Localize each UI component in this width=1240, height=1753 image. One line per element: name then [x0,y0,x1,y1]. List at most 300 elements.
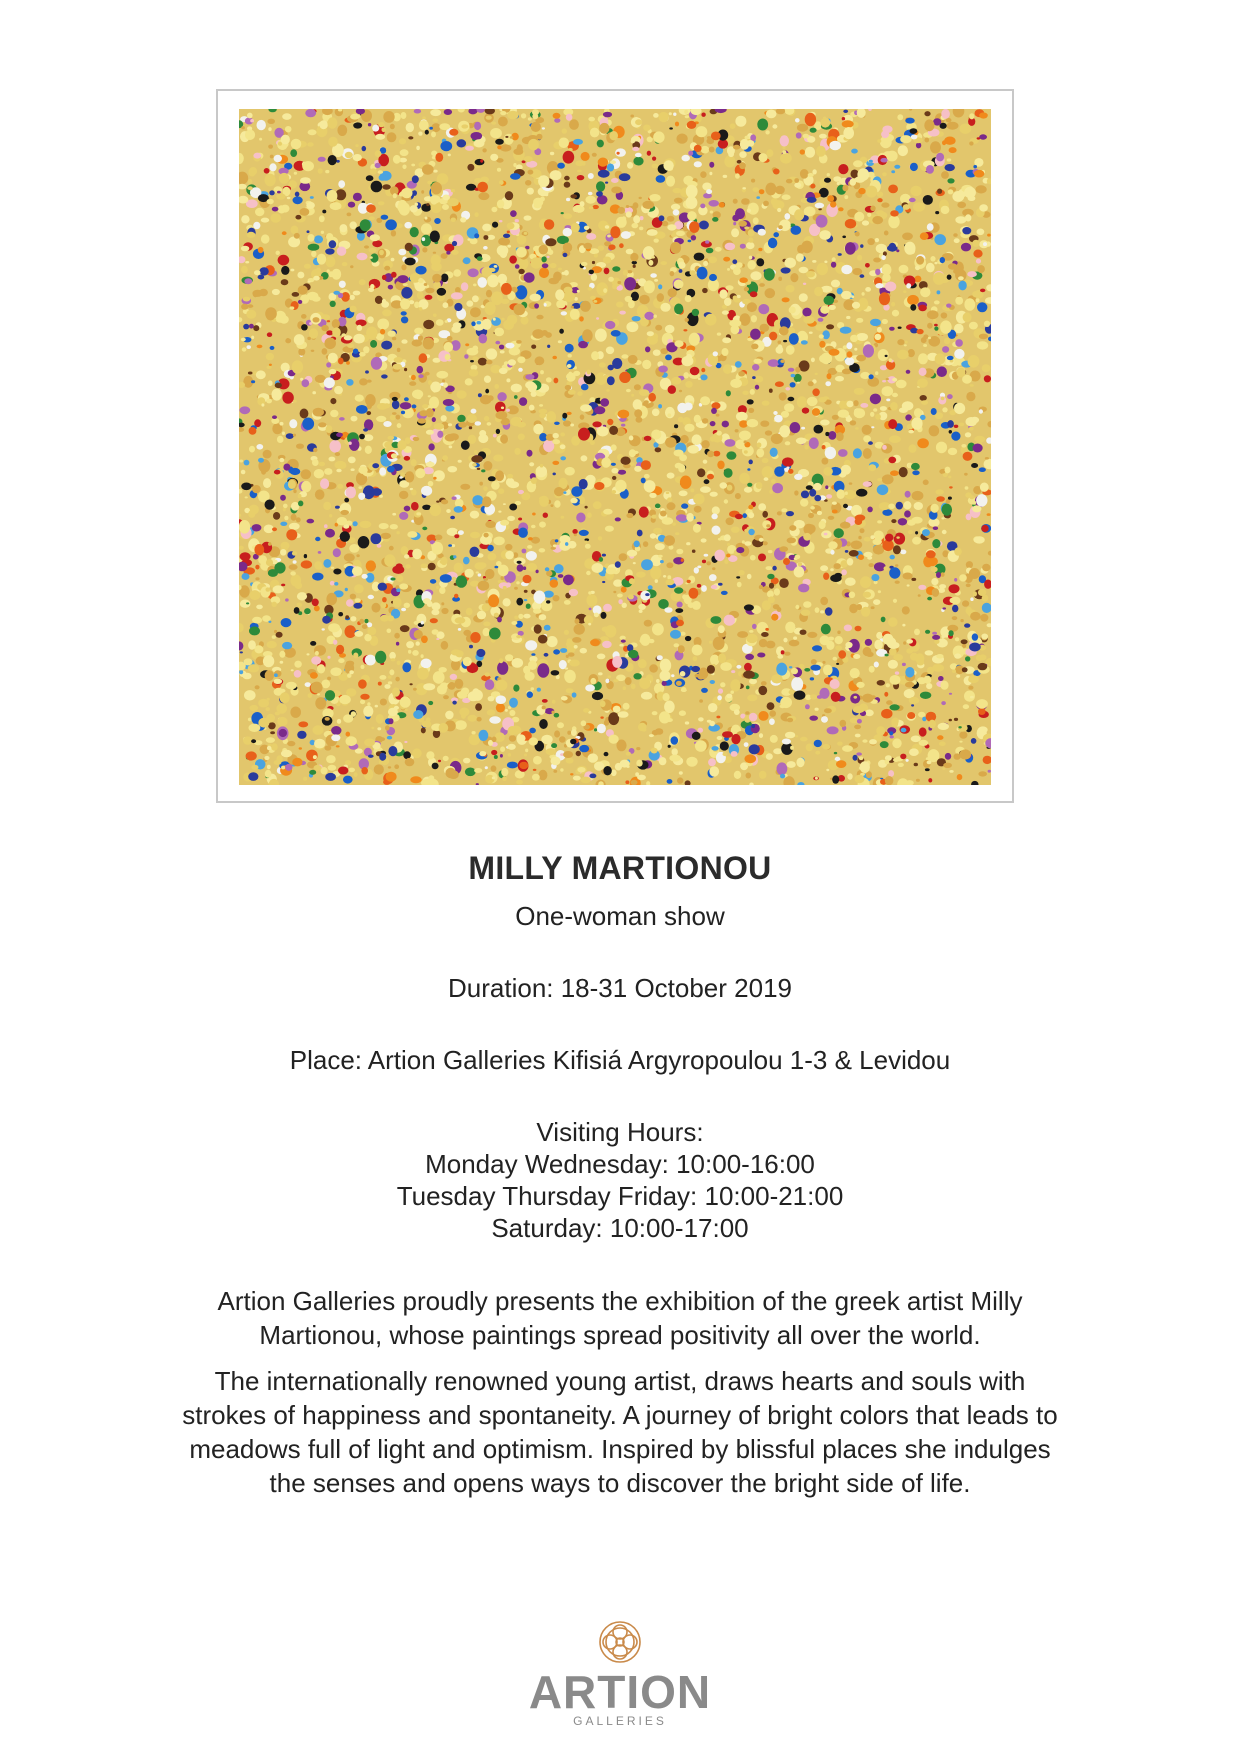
paint-speck [608,675,612,678]
paint-speck [517,235,527,245]
paint-speck [778,277,782,281]
paint-speck [838,164,848,174]
paint-speck [906,639,913,644]
paint-speck [508,731,513,734]
paint-speck [491,317,501,326]
paint-speck [679,390,682,392]
paint-speck [840,560,847,568]
paint-speck [875,414,881,420]
paint-speck [590,296,596,300]
paint-speck [239,423,245,428]
paint-speck [389,718,394,724]
paint-speck [709,147,715,153]
paint-speck [901,728,907,733]
paint-speck [491,481,500,490]
paint-speck [275,712,280,716]
paint-speck [322,348,328,355]
paint-speck [633,215,640,223]
paint-speck [952,605,958,613]
paint-speck [276,251,280,255]
paint-speck [765,130,769,134]
paint-speck [579,316,584,321]
paint-speck [577,767,585,772]
paint-speck [703,193,712,198]
paint-speck [934,324,938,327]
paint-speck [945,164,955,171]
paint-speck [497,200,504,209]
paint-speck [561,696,568,701]
paint-speck [280,661,284,664]
paint-speck [942,407,947,412]
paint-speck [746,686,750,690]
paint-speck [487,422,492,426]
paint-speck [489,716,501,723]
paint-speck [966,561,973,568]
paint-speck [358,493,365,500]
paint-speck [475,159,485,165]
paint-speck [434,423,444,430]
paint-speck [712,526,721,535]
paint-speck [968,675,979,683]
paint-speck [312,459,319,466]
paint-speck [949,147,957,153]
paint-speck [954,349,964,359]
paint-speck [981,634,988,640]
paint-speck [471,321,475,326]
paint-speck [282,231,287,235]
paint-speck [345,615,349,619]
paint-speck [978,708,986,715]
paint-speck [931,408,937,415]
paint-speck [423,320,434,329]
paint-speck [565,385,572,390]
paint-speck [404,506,411,512]
paint-speck [987,623,991,627]
paint-speck [279,315,289,323]
paint-speck [795,118,800,122]
paint-speck [530,257,542,268]
paint-speck [505,191,513,200]
paint-speck [892,393,898,397]
paint-speck [871,574,879,581]
paint-speck [370,256,373,259]
paint-speck [592,692,603,700]
paint-speck [393,364,402,370]
paint-speck [748,529,754,535]
paint-speck [640,634,650,646]
paint-speck [338,658,344,663]
paint-speck [277,717,287,726]
paint-speck [471,455,483,463]
paint-speck [621,457,631,465]
paint-speck [918,594,921,597]
paint-speck [274,562,285,573]
paint-speck [563,491,566,494]
paint-speck [652,711,658,715]
paint-speck [725,285,733,290]
paint-speck [271,743,277,750]
paint-speck [602,641,612,648]
paint-speck [794,691,806,700]
paint-speck [674,424,678,428]
paint-speck [564,600,571,605]
paint-speck [851,541,863,550]
paint-speck [261,469,266,475]
paint-speck [293,560,297,563]
paint-speck [925,768,930,771]
paint-speck [841,291,852,299]
paint-speck [381,374,388,378]
paint-speck [417,667,429,679]
paint-speck [330,410,338,417]
paint-speck [925,138,930,143]
paint-speck [710,421,716,426]
paint-speck [516,145,523,153]
paint-speck [923,344,927,347]
paint-speck [441,274,448,283]
paint-speck [776,663,787,676]
paint-speck [949,430,952,434]
paint-speck [263,478,271,488]
paint-speck [888,185,898,194]
paint-speck [643,125,650,131]
paint-speck [474,122,481,130]
paint-speck [412,549,422,560]
paint-speck [576,751,581,756]
paint-speck [826,769,829,771]
paint-speck [781,411,789,418]
paint-speck [470,238,478,245]
paint-speck [924,676,932,684]
paint-speck [681,687,686,692]
paint-speck [667,413,671,417]
paint-speck [644,400,649,404]
paint-speck [505,343,514,349]
paint-speck [700,486,711,493]
paint-speck [493,455,503,462]
paint-speck [451,189,455,192]
paint-speck [832,502,837,505]
paint-speck [689,588,699,599]
paint-speck [937,366,947,377]
paint-speck [801,241,813,254]
paint-speck [491,122,496,125]
paint-speck [609,426,618,435]
paint-speck [607,235,611,238]
paint-speck [932,632,937,635]
paint-speck [786,345,795,355]
paint-speck [490,128,502,138]
paint-speck [855,518,863,525]
paint-speck [246,602,249,604]
paint-speck [517,573,520,576]
paint-speck [812,260,816,263]
paint-speck [740,244,746,249]
paint-speck [918,305,927,312]
paint-speck [325,256,335,267]
paint-speck [500,520,509,526]
paint-speck [241,246,249,252]
paint-speck [318,168,323,174]
paint-speck [258,718,269,728]
paint-speck [346,599,354,606]
paint-speck [814,740,822,747]
paint-speck [374,764,384,774]
paint-speck [251,380,255,383]
paint-speck [432,629,439,635]
paint-speck [815,708,819,711]
paint-speck [780,774,785,779]
paint-speck [877,192,883,198]
paint-speck [273,560,278,564]
paint-speck [660,511,667,517]
paint-speck [286,338,289,342]
paint-speck [843,127,854,139]
paint-speck [442,379,445,382]
paint-speck [453,269,461,276]
paint-speck [241,470,246,475]
paint-speck [298,501,303,507]
paint-speck [896,536,899,538]
paint-speck [824,178,831,183]
paint-speck [941,206,950,214]
paint-speck [658,366,668,373]
paint-speck [485,109,495,114]
paint-speck [348,202,355,208]
paint-speck [437,431,443,438]
paint-speck [875,269,880,275]
paint-speck [255,685,260,689]
paint-speck [706,248,714,254]
paint-speck [281,205,290,213]
paint-speck [480,395,491,405]
paint-speck [949,630,954,636]
paint-speck [404,456,410,461]
paint-speck [865,263,870,268]
paint-speck [961,243,971,252]
paint-speck [497,392,506,401]
paint-speck [882,126,892,133]
paint-speck [711,132,721,141]
paint-speck [414,302,419,309]
paint-speck [350,306,357,313]
paint-speck [452,701,456,705]
paint-speck [634,409,642,418]
paint-speck [379,675,386,680]
paint-speck [366,560,376,571]
paint-speck [248,510,255,518]
paint-speck [720,682,725,687]
paint-speck [613,591,616,593]
paint-speck [618,410,630,419]
paint-speck [558,340,562,343]
paint-speck [441,557,448,565]
paint-speck [707,451,714,458]
paint-speck [690,367,700,376]
paint-speck [822,445,826,449]
paint-speck [631,394,634,397]
paint-speck [873,408,877,412]
paint-speck [241,483,251,491]
paint-speck [613,579,622,586]
paint-speck [507,516,515,521]
paint-speck [367,403,372,410]
paint-speck [431,131,436,137]
paint-speck [644,436,652,441]
paint-speck [533,769,537,771]
paint-speck [621,640,626,643]
paint-speck [820,565,828,571]
paint-speck [353,122,362,128]
paint-speck [324,338,336,350]
paint-speck [359,434,365,440]
paint-speck [392,400,400,409]
paint-speck [285,764,292,771]
paint-speck [951,432,960,441]
paint-speck [421,223,432,234]
paint-speck [478,358,487,366]
paint-speck [987,234,991,237]
paint-speck [712,506,720,514]
paint-speck [505,709,508,712]
paint-speck [836,760,846,768]
paint-speck [444,342,453,352]
paint-speck [272,389,282,401]
paint-speck [621,424,625,427]
paint-speck [663,160,673,171]
paint-speck [580,201,585,207]
paint-speck [977,341,988,349]
paint-speck [779,425,790,437]
paint-speck [294,334,305,345]
paint-speck [984,375,991,382]
paint-speck [686,513,694,522]
paint-speck [494,328,504,337]
paint-speck [499,658,503,663]
paint-speck [747,419,759,427]
paint-speck [613,679,618,682]
paint-speck [890,675,901,685]
paint-speck [638,604,646,610]
paint-speck [749,783,754,786]
paint-speck [636,572,646,578]
paint-speck [873,538,882,545]
paint-speck [954,578,957,582]
paint-speck [983,756,991,764]
paint-speck [942,767,945,770]
paint-speck [601,612,607,619]
paint-speck [404,397,409,401]
paint-speck [384,684,390,689]
paint-speck [280,422,284,426]
paint-speck [494,384,499,389]
paint-speck [283,508,286,512]
paint-speck [258,247,264,253]
paint-speck [680,632,685,636]
paint-speck [674,304,683,315]
paint-speck [927,223,934,231]
paint-speck [407,531,417,538]
paint-speck [692,309,699,316]
paint-speck [560,444,566,449]
paint-speck [954,403,965,414]
paint-speck [779,326,789,335]
paint-speck [936,654,943,659]
paint-speck [971,738,977,744]
paint-speck [286,433,294,439]
paint-speck [651,430,661,440]
paint-speck [554,378,559,384]
paint-speck [842,185,848,192]
paint-speck [761,681,767,686]
paint-speck [279,458,284,462]
paint-speck [388,681,392,684]
paint-speck [959,741,962,743]
paint-speck [674,643,680,647]
paint-speck [875,283,883,288]
paint-speck [853,755,858,761]
paint-speck [712,217,718,222]
paint-speck [734,771,741,779]
paint-speck [541,256,546,262]
paint-speck [325,170,329,173]
paint-speck [860,761,870,773]
paint-speck [365,619,369,623]
paint-speck [739,151,746,158]
paint-speck [782,194,791,200]
paint-speck [747,152,751,155]
paint-speck [337,484,343,489]
paint-speck [401,411,405,415]
paint-speck [473,284,477,287]
paint-speck [419,120,429,130]
paint-speck [588,753,598,762]
paint-speck [823,467,833,476]
paint-speck [709,766,719,776]
paint-speck [809,489,816,497]
paint-speck [863,448,872,459]
paint-speck [934,262,937,264]
paint-speck [239,460,243,463]
paint-speck [839,401,846,410]
paint-speck [974,436,985,443]
paint-speck [771,479,776,484]
paint-speck [947,158,952,161]
paint-speck [319,120,328,129]
paint-speck [528,537,533,540]
paint-speck [847,558,854,566]
paint-speck [862,694,873,703]
paint-speck [476,109,485,113]
paint-speck [948,476,951,479]
paint-speck [796,132,802,138]
paint-speck [489,268,496,272]
paint-speck [617,594,623,598]
paint-speck [476,783,479,785]
paint-speck [394,357,403,363]
paint-speck [452,544,456,547]
paint-speck [562,128,567,133]
paint-speck [702,288,708,293]
paint-speck [524,272,535,282]
paint-speck [624,277,636,290]
paint-speck [773,604,780,609]
paint-speck [518,518,522,521]
paint-speck [895,671,899,674]
paint-speck [667,473,675,479]
paint-speck [330,202,342,210]
paint-speck [666,562,673,568]
